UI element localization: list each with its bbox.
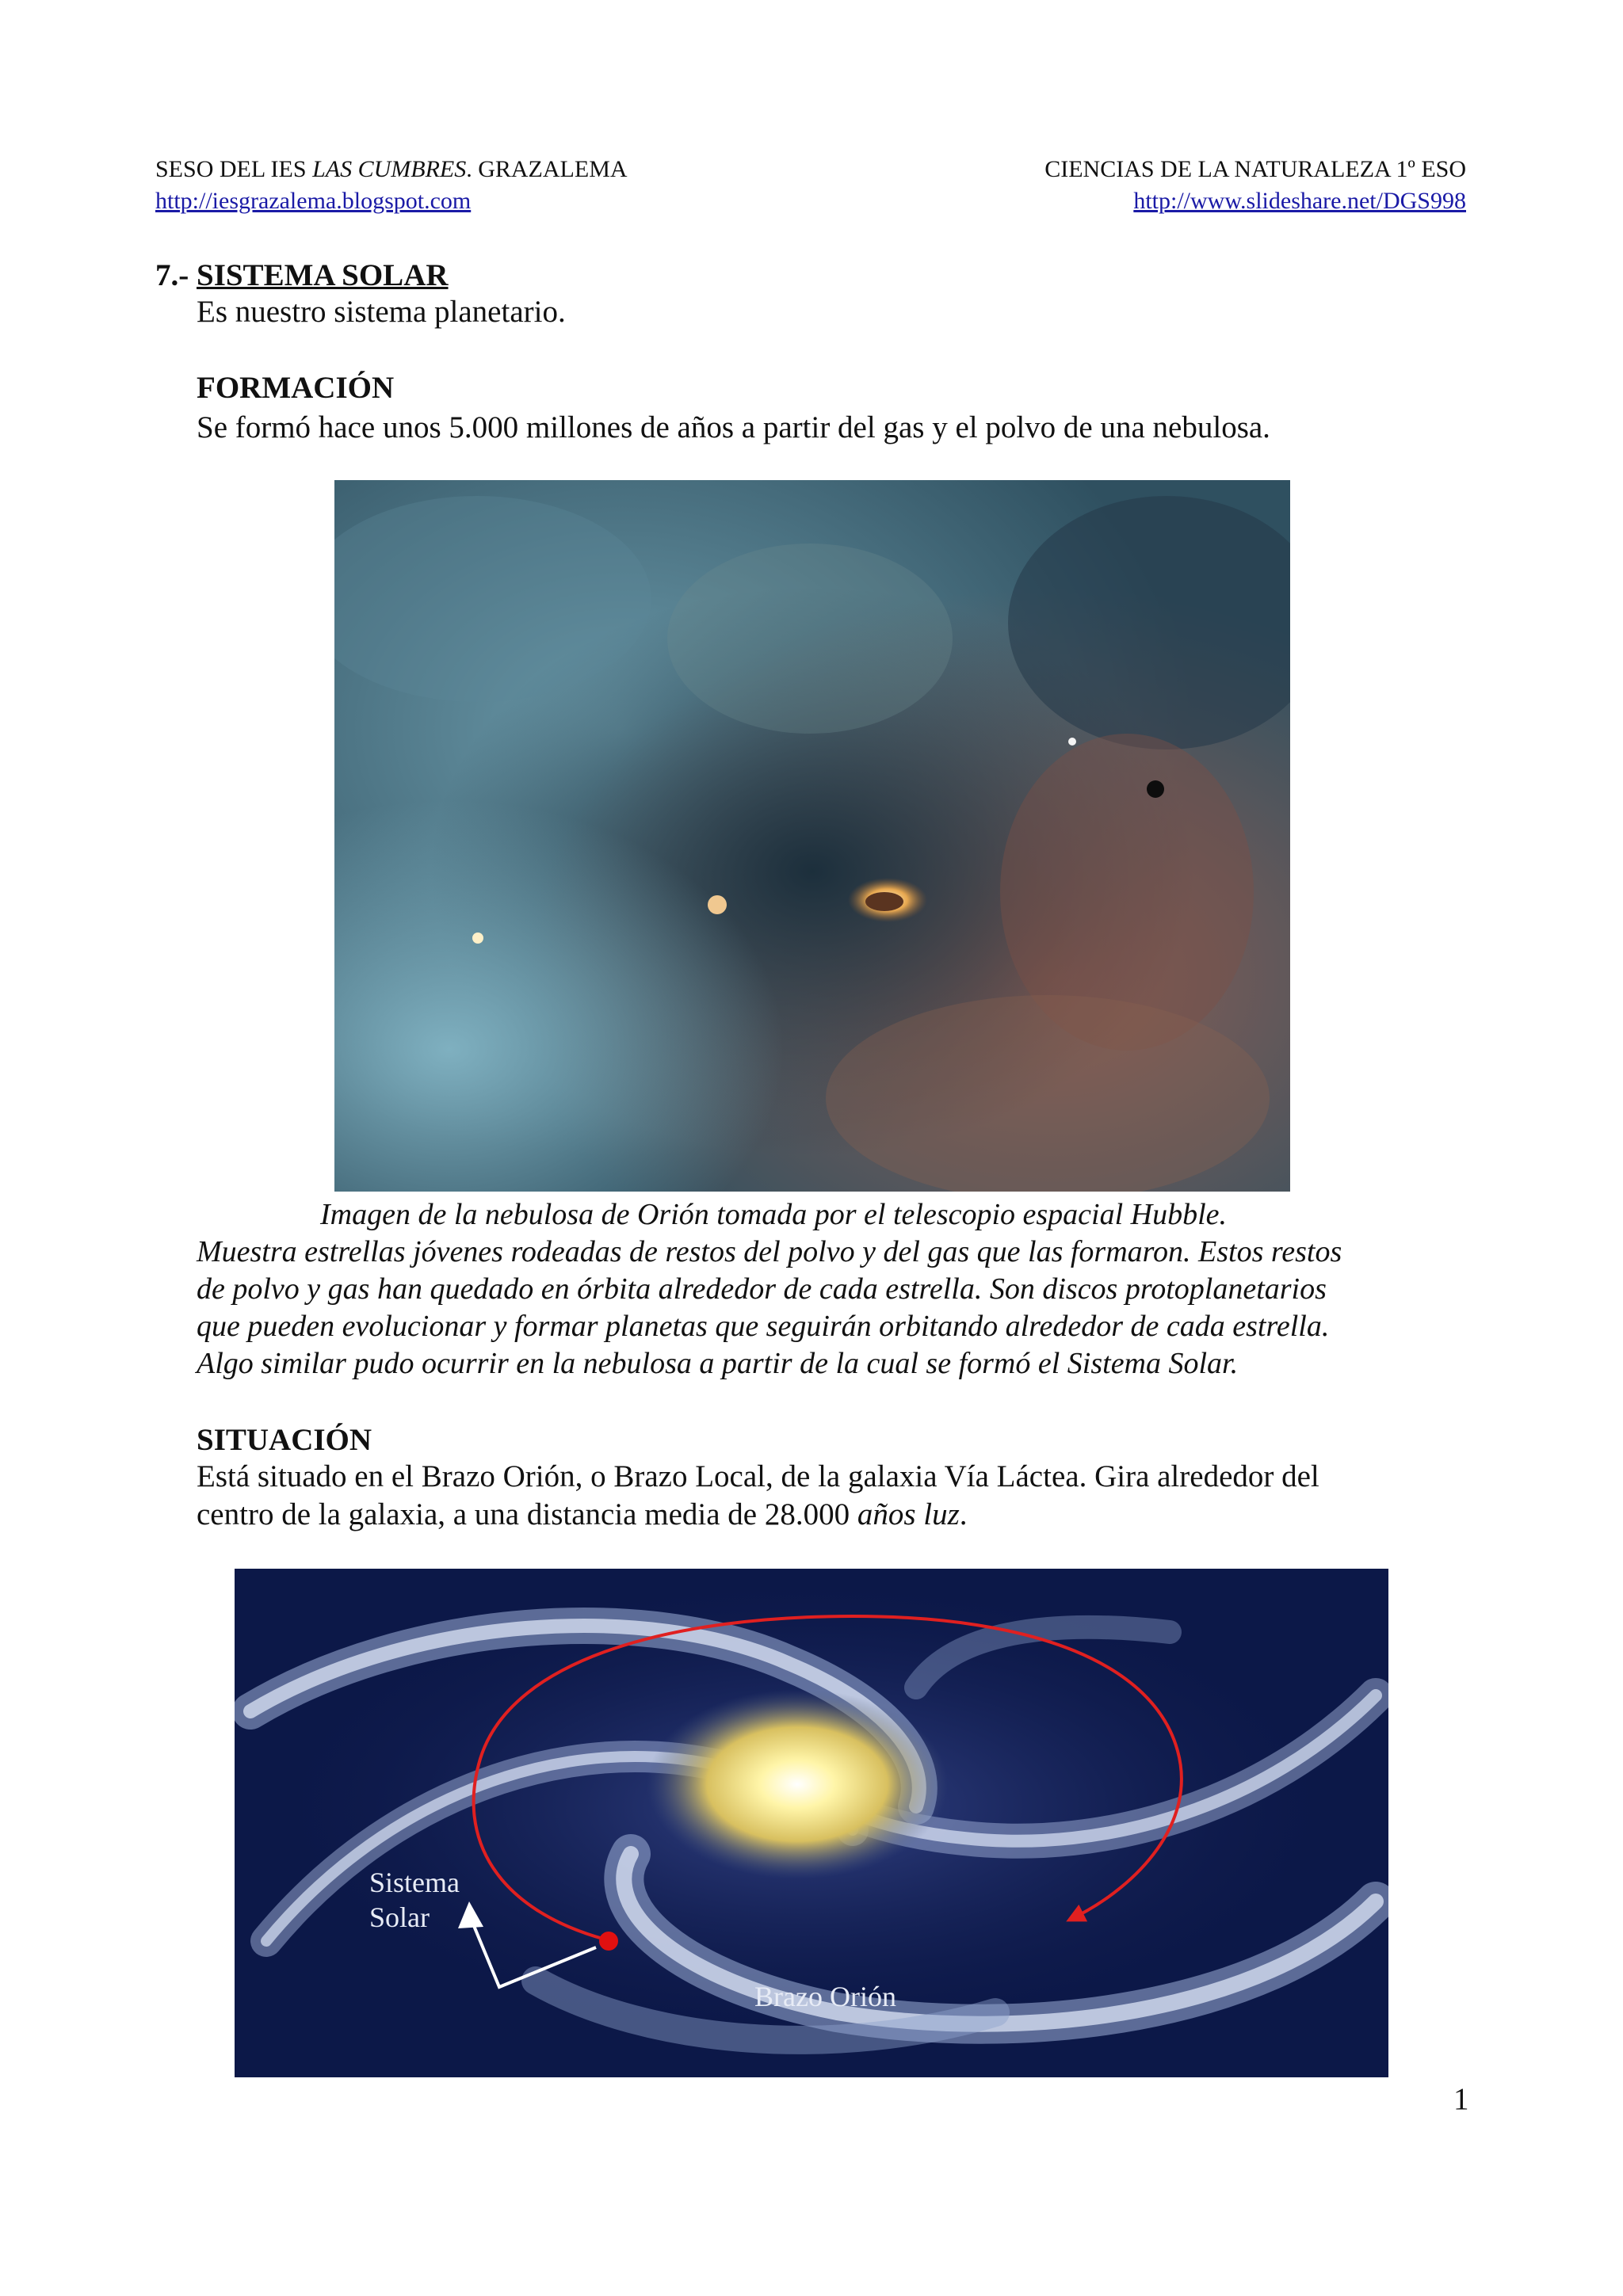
label-sistema-solar: Sistema Solar xyxy=(369,1867,460,1933)
caption-line-2: Muestra estrellas jóvenes rodeadas de restos del polvo y del gas que las formaron. Estos restos xyxy=(197,1235,1342,1268)
header-left-link[interactable]: http://iesgrazalema.blogspot.com xyxy=(155,188,472,214)
header-right-title: CIENCIAS DE LA NATURALEZA 1º ESO xyxy=(1044,156,1466,182)
section-title: 7.- SISTEMA SOLAR xyxy=(155,258,449,292)
header-left-title: SESO DEL IES LAS CUMBRES. GRAZALEMA xyxy=(155,156,628,182)
label-brazo-orion: Brazo Orión xyxy=(754,1981,896,2012)
situacion-heading: SITUACIÓN xyxy=(197,1423,372,1457)
orion-nebula-image xyxy=(334,480,1290,1192)
dark-disk xyxy=(1147,780,1164,798)
galactic-core xyxy=(647,1689,948,1879)
proplyd-disk xyxy=(848,878,927,922)
header-right-link[interactable]: http://www.slideshare.net/DGS998 xyxy=(1133,188,1466,214)
formacion-heading: FORMACIÓN xyxy=(197,371,395,405)
star-small-right xyxy=(1068,738,1076,746)
milky-way-galaxy-image xyxy=(235,1569,1388,2077)
page-number: 1 xyxy=(1453,2082,1469,2116)
caption-line-3: de polvo y gas han quedado en órbita alrededor de cada estrella. Son discos protoplanetarios xyxy=(197,1272,1327,1306)
caption-line-5: Algo similar pudo ocurrir en la nebulosa a partir de la cual se formó el Sistema Solar. xyxy=(197,1347,1239,1380)
solar-system-dot xyxy=(599,1932,618,1951)
section-intro: Es nuestro sistema planetario. xyxy=(197,295,566,329)
caption-line-4: que pueden evolucionar y formar planetas que seguirán orbitando alrededor de cada estrella. xyxy=(197,1310,1330,1343)
situacion-line-2: centro de la galaxia, a una distancia media de 28.000 años luz. xyxy=(197,1497,968,1531)
star-small-left xyxy=(472,933,483,944)
formacion-text: Se formó hace unos 5.000 millones de años a partir del gas y el polvo de una nebulosa. xyxy=(197,410,1270,444)
star-small-center xyxy=(708,895,727,914)
caption-line-1: Imagen de la nebulosa de Orión tomada por el telescopio espacial Hubble. xyxy=(320,1198,1228,1231)
situacion-line-1: Está situado en el Brazo Orión, o Brazo Local, de la galaxia Vía Láctea. Gira alrededor del xyxy=(197,1459,1319,1493)
